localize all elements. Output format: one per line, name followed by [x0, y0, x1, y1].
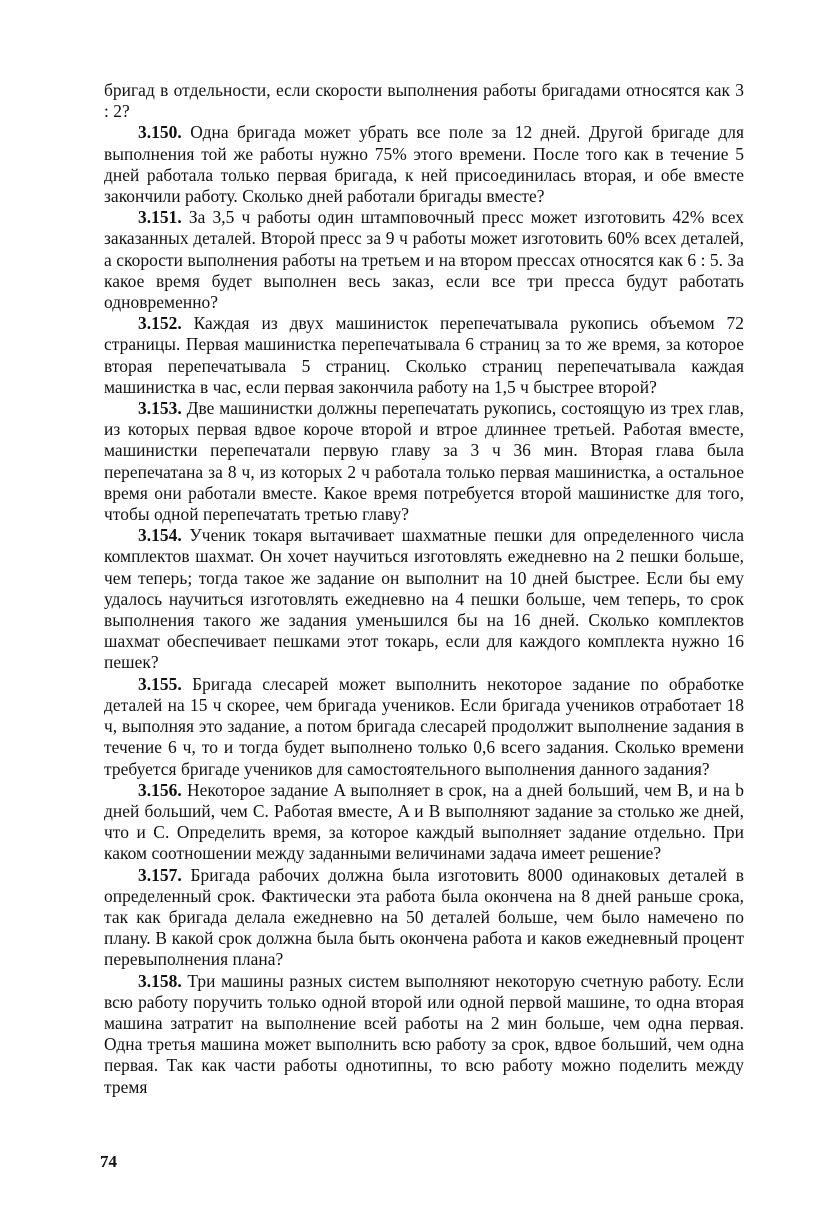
problem-number: 3.156. [138, 779, 182, 800]
problem-number: 3.157. [138, 864, 182, 885]
problem-text: Бригада слесарей может выполнить некоторое задание по обработке деталей на 15 ч скорее, чем бригада учеников. Если бригада учеников отработает 18 ч, выполняя это задание, а потом бригада слесарей продолжит выполнение задания в течение 6 ч, то и тогда будет выполнено только 0,6 всего задания. Сколько времени требуется бригаде учеников для самостоятельного выполнения данного задания? [104, 673, 744, 779]
problem-text: Две машинистки должны перепечатать рукопись, состоящую из трех глав, из которых первая вдвое короче второй и втрое длиннее третьей. Работая вместе, машинистки перепечатали первую главу за 3 ч 36 мин. Вторая глава была перепечатана за 8 ч, из которых 2 ч работала только первая машинистка, а остальное время они работали вместе. Какое время потребуется второй машинистке для того, чтобы одной перепечатать третью главу? [104, 398, 744, 525]
problem-text: Ученик токаря вытачивает шахматные пешки для определенного числа комплектов шахмат. Он хочет научиться изготовлять ежедневно на 2 пешки больше, чем теперь; тогда такое же задание он выполнит на 10 дней быстрее. Если бы ему удалось научиться изготовлять ежедневно на 4 пешки больше, чем теперь, то срок выполнения такого же задания уменьшился бы на 16 дней. Сколько комплектов шахмат обеспечивает пешками этот токарь, если для каждого комплекта нужно 16 пешек? [104, 525, 744, 673]
page-number: 74 [100, 1152, 117, 1171]
problem-number: 3.152. [138, 313, 182, 334]
problem-number: 3.158. [138, 970, 182, 991]
problem-3-153 [104, 398, 744, 525]
intro-paragraph: бригад в отдельности, если скорости выполнения работы бригадами относятся как 3 : 2? [104, 80, 744, 122]
problem-number: 3.155. [138, 673, 182, 694]
problem-text: Некоторое задание A выполняет в срок, на a дней больший, чем B, и на b дней больший, чем C. Работая вместе, A и B выполняют задание за столько же дней, что и C. Определить время, за которое каждый выполняет задание отдельно. При каком соотношении между заданными величинами задача имеет решение? [104, 779, 744, 864]
problem-text: За 3,5 ч работы один штамповочный пресс может изготовить 42% всех заказанных деталей. Второй пресс за 9 ч работы может изготовить 60% всех деталей, а скорости выполнения работы на третьем и на втором прессах относятся как 6 : 5. За какое время будет выполнен весь заказ, если все три пресса будут работать одновременно? [104, 207, 744, 313]
problem-number: 3.150. [138, 122, 182, 143]
problem-3-158 [104, 971, 744, 1098]
page-text [104, 80, 744, 1098]
problem-3-157 [104, 865, 744, 971]
problem-3-151 [104, 207, 744, 313]
problem-number: 3.151. [138, 207, 182, 228]
problem-3-152 [104, 313, 744, 398]
problem-text: Три машины разных систем выполняют некоторую счетную работу. Если всю работу поручить только одной второй или одной первой машине, то одна вторая машина затратит на выполнение всей работы на 2 мин больше, чем одна первая. Одна третья машина может выполнить всю работу за срок, вдвое больший, чем одна первая. Так как части работы однотипны, то всю работу можно поделить между тремя [104, 970, 744, 1097]
problem-3-154 [104, 525, 744, 673]
problem-text: Одна бригада может убрать все поле за 12 дней. Другой бригаде для выполнения той же работы нужно 75% этого времени. После того как в течение 5 дней работала только первая бригада, к ней присоединилась вторая, и обе вместе закончили работу. Сколько дней работали бригады вместе? [104, 122, 744, 207]
problem-3-155 [104, 674, 744, 780]
problem-number: 3.153. [138, 398, 182, 419]
problem-text: Бригада рабочих должна была изготовить 8000 одинаковых деталей в определенный срок. Фактически эта работа была окончена на 8 дней раньше срока, так как бригада делала ежедневно на 50 деталей больше, чем было намечено по плану. В какой срок должна была быть окончена работа и каков ежедневный процент перевыполнения плана? [104, 864, 744, 970]
problem-number: 3.154. [138, 525, 182, 546]
problem-text: Каждая из двух машинисток перепечатывала рукопись объемом 72 страницы. Первая машинистка перепечатывала 6 страниц за то же время, за которое вторая перепечатывала 5 страниц. Сколько страниц перепечатывала каждая машинистка в час, если первая закончила работу на 1,5 ч быстрее второй? [104, 313, 744, 397]
problem-3-150 [104, 122, 744, 207]
problem-3-156 [104, 780, 744, 865]
